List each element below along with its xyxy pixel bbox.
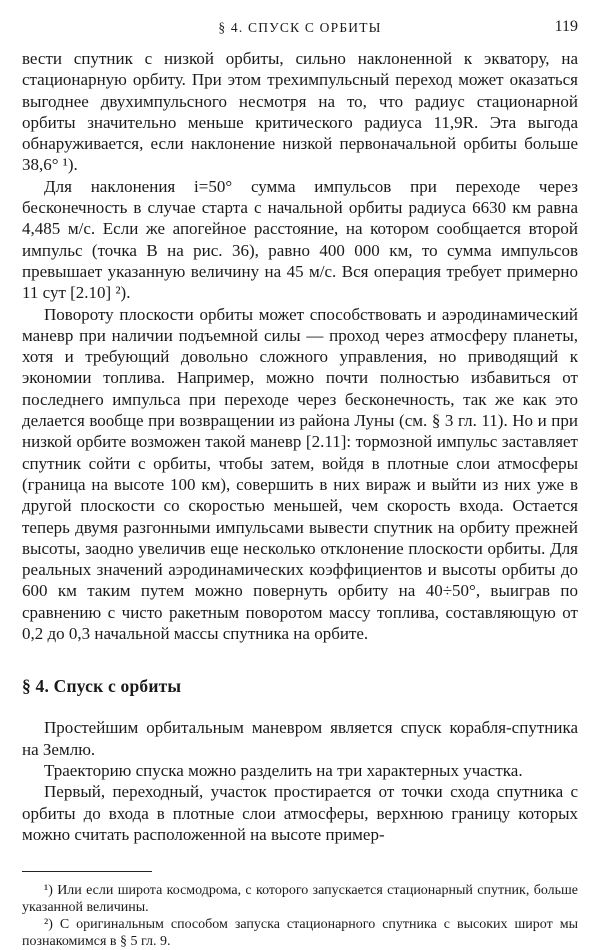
body-text-before-heading bbox=[22, 48, 578, 644]
section-heading: § 4. Спуск с орбиты bbox=[22, 676, 182, 697]
running-head-title: § 4. СПУСК С ОРБИТЫ bbox=[218, 20, 382, 35]
paragraph-descent-segments: Траекторию спуска можно разделить на три характерных участка. bbox=[44, 760, 523, 780]
running-head bbox=[22, 12, 578, 38]
body-text-after-heading bbox=[22, 717, 578, 845]
paragraph-continuation: вести спутник с низкой орбиты, сильно наклоненной к экватору, на стационарную орбиту. При этом трехимпульсный переход может оказаться выгоднее двухимпульсного несмотря на то, что радиус стационарной орбиты значительно меньше критического радиуса 11,9R. Эта выгода обнаруживается, если наклонение низкой первоначальной орбиты больше 38,6° ¹). bbox=[22, 49, 578, 175]
footnote-1: ¹) Или если широта космодрома, с которого запускается стационарный спутник, больше указанной величины. bbox=[22, 883, 578, 916]
paragraph-first-segment: Первый, переходный, участок простирается от точки схода спутника с орбиты до входа в плотные слои атмосферы, верхнюю границу которых можно считать расположенной на высоте пример- bbox=[22, 782, 578, 844]
paragraph-descent-intro: Простейшим орбитальным маневром является спуск корабля-спутника на Землю. bbox=[22, 718, 578, 759]
paragraph-aerodynamic-maneuver: Повороту плоскости орбиты может способствовать и аэродинамический маневр при наличии подъемной силы — проход через атмосферу планеты, хотя и требующий довольно сложного управления, но приводящий к экономии топлива. Например, можно почти полностью избавиться от последнего импульса при переходе через бесконечность, так же как это делается вообще при возвращении из района Луны (см. § 3 гл. 11). Но и при низкой орбите возможен такой маневр [2.11]: тормозной импульс заставляет спутник сойти с орбиты, чтобы затем, войдя в плотные слои атмосферы (граница на высоте 100 км), совершить в них вираж и выйти из них уже в другой плоскости со скоростью меньшей, чем скорость входа. Остается теперь двумя разгонными импульсами вывести спутник на орбиту прежней высоты, заодно увеличив еще несколько отклонение плоскости орбиты. Для реальных значений аэродинамических коэффициентов и высоты орбиты до 600 км таким путем можно повернуть орбиту на 40÷50°, выиграв по сравнению с чисто ракетным поворотом массу топлива, составляющую от 0,2 до 0,3 начальной массы спутника на орбите. bbox=[22, 304, 578, 644]
book-page bbox=[22, 12, 578, 950]
paragraph-inclination-example: Для наклонения i=50° сумма импульсов при переходе через бесконечность в случае старта с начальной орбиты радиуса 6630 км равна 4,485 м/с. Если же апогейное расстояние, на котором сообщается второй импульс (точка B на рис. 36), равно 400 000 км, то сумма импульсов превышает указанную величину на 45 м/с. Вся операция требует примерно 11 сут [2.10] ²). bbox=[22, 176, 578, 303]
footnote-2: ²) С оригинальным способом запуска стационарного спутника с высоких широт мы познакомимся в § 5 гл. 9. bbox=[22, 917, 578, 950]
page-number: 119 bbox=[554, 18, 578, 35]
footnote-divider bbox=[22, 871, 152, 872]
